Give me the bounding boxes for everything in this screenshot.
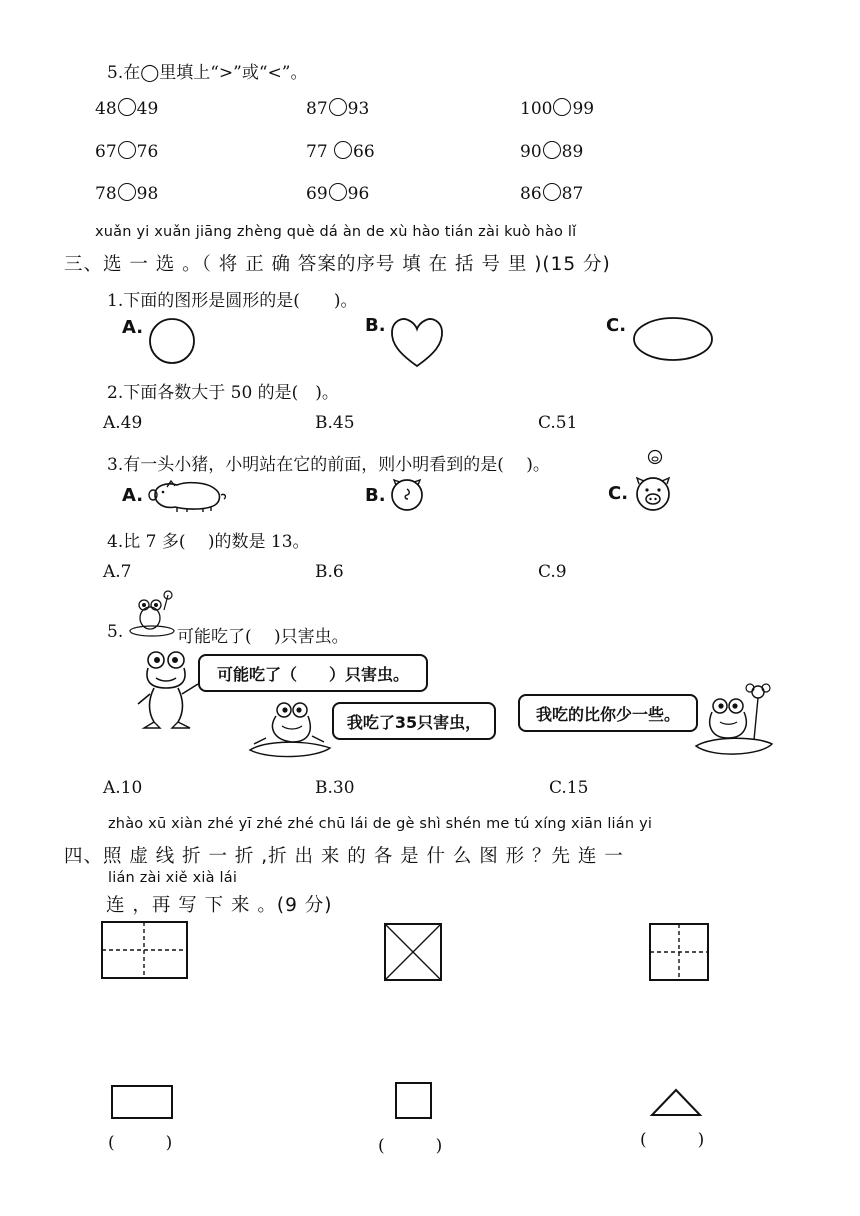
option-b-label: B. <box>365 315 386 336</box>
q5-option-c[interactable]: C.15 <box>549 778 589 798</box>
q3-stem: 3.有一头小猪，小明站在它的前面，则小明看到的是( )。 <box>107 455 550 475</box>
pig-face-small-icon <box>646 449 664 465</box>
option-c-label: C. <box>608 483 629 504</box>
part4-pinyin-2: lián zài xiě xià lái <box>108 870 238 886</box>
blank-circle <box>118 141 136 159</box>
frog-on-lily-pad-icon <box>246 700 332 760</box>
option-c-label: C. <box>606 315 627 336</box>
pig-side-view-icon[interactable] <box>147 479 229 513</box>
compare-item[interactable]: 78 98 <box>95 184 159 204</box>
option-b-label: B. <box>365 485 386 506</box>
frog-on-leaf-small-icon <box>128 590 176 638</box>
q2-stem: 2.下面各数大于 50 的是( )。 <box>107 383 339 403</box>
frog-standing-icon <box>138 648 202 732</box>
q2-option-a[interactable]: A.49 <box>103 413 143 433</box>
blank-circle <box>543 183 561 201</box>
compare-item[interactable]: 86 87 <box>520 184 584 204</box>
blank-circle <box>118 98 136 116</box>
q5-option-b[interactable]: B.30 <box>315 778 355 798</box>
part4-title-2: 连 ，再 写 下 来 。(9 分) <box>106 895 333 916</box>
q4-option-b[interactable]: B.6 <box>315 562 344 582</box>
part4-pinyin-1: zhào xū xiàn zhé yī zhé zhé chū lái de gè shì shén me tú xíng xiān lián yi <box>108 816 653 832</box>
pig-back-view-icon[interactable] <box>390 477 426 513</box>
speech-bubble-2: 我吃了35只害虫， <box>332 702 496 740</box>
part3-pinyin: xuǎn yi xuǎn jiāng zhèng què dá àn de xù hào tián zài kuò hào lǐ <box>95 224 577 240</box>
blank-circle <box>543 141 561 159</box>
q5-compare-stem: 5.在◯里填上“>”或“<”。 <box>107 63 308 83</box>
answer-blank-1[interactable]: ( ) <box>108 1133 173 1153</box>
small-square-icon[interactable] <box>395 1082 435 1122</box>
q5-stem: 可能吃了( )只害虫。 <box>177 627 349 647</box>
part4-title-1: 四、照 虚 线 折 一 折 ,折 出 来 的 各 是 什 么 图 形 ？先 连 一 <box>64 846 624 867</box>
rectangle-fold-cross-icon[interactable] <box>101 921 189 981</box>
compare-item[interactable]: 87 93 <box>306 99 370 119</box>
q2-option-b[interactable]: B.45 <box>315 413 355 433</box>
part3-title: 三、选 一 选 。（ 将 正 确 答案的序号 填 在 括 号 里 )(15 分) <box>64 254 611 275</box>
square-fold-cross-icon[interactable] <box>649 923 711 983</box>
compare-item[interactable]: 69 96 <box>306 184 370 204</box>
circle-shape-icon[interactable] <box>148 318 198 364</box>
q1-stem: 1.下面的图形是圆形的是( )。 <box>107 291 358 311</box>
option-a-label: A. <box>122 485 144 506</box>
blank-circle <box>329 98 347 116</box>
speech-bubble-1: 可能吃了（ ）只害虫。 <box>198 654 428 692</box>
blank-circle <box>334 141 352 159</box>
speech-bubble-3: 我吃的比你少一些。 <box>518 694 698 732</box>
q5-number: 5. <box>107 622 124 642</box>
q4-option-c[interactable]: C.9 <box>538 562 567 582</box>
heart-shape-icon[interactable] <box>390 316 444 368</box>
blank-circle <box>329 183 347 201</box>
compare-item[interactable]: 100 99 <box>520 99 595 119</box>
answer-blank-2[interactable]: ( ) <box>378 1136 443 1156</box>
compare-item[interactable]: 90 89 <box>520 142 584 162</box>
option-a-label: A. <box>122 317 144 338</box>
small-triangle-icon[interactable] <box>650 1088 704 1118</box>
q5-option-a[interactable]: A.10 <box>103 778 143 798</box>
ellipse-shape-icon[interactable] <box>633 316 715 362</box>
q2-option-c[interactable]: C.51 <box>538 413 578 433</box>
q4-stem: 4.比 7 多( )的数是 13。 <box>107 532 310 552</box>
answer-blank-3[interactable]: ( ) <box>640 1130 705 1150</box>
compare-item[interactable]: 77 66 <box>306 142 375 162</box>
compare-item[interactable]: 48 49 <box>95 99 159 119</box>
blank-circle <box>118 183 136 201</box>
small-rectangle-icon[interactable] <box>111 1085 175 1121</box>
q4-option-a[interactable]: A.7 <box>103 562 132 582</box>
square-fold-diagonals-icon[interactable] <box>384 923 444 983</box>
frog-with-flower-icon <box>692 682 776 762</box>
compare-item[interactable]: 67 76 <box>95 142 159 162</box>
pig-front-view-icon[interactable] <box>634 474 674 514</box>
blank-circle <box>553 98 571 116</box>
